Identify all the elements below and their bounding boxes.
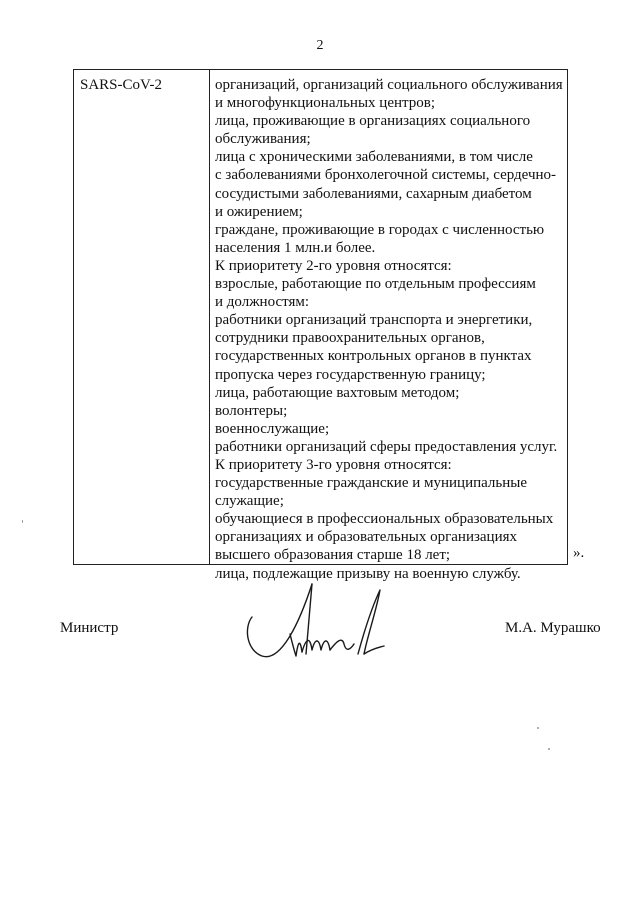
table-text-line: лица, подлежащие призыву на военную службу. bbox=[215, 565, 521, 582]
table-text-line: взрослые, работающие по отдельным профессиям bbox=[215, 276, 536, 293]
table-text-line: и ожирением; bbox=[215, 203, 303, 220]
table-text-line: лица, работающие вахтовым методом; bbox=[215, 384, 460, 401]
scan-speck bbox=[548, 748, 550, 750]
table-text-line: служащие; bbox=[215, 493, 284, 510]
table-text-line: и должностям: bbox=[215, 294, 310, 311]
table-text-line: военнослужащие; bbox=[215, 420, 330, 437]
table-text-line: государственные гражданские и муниципальные bbox=[215, 475, 528, 492]
table-left-cell: SARS-CoV-2 bbox=[80, 77, 162, 93]
table-text-line: и многофункциональных центров; bbox=[215, 95, 435, 112]
table-text-line: организаций, организаций социального обслуживания bbox=[215, 77, 563, 93]
table-text-line: волонтеры; bbox=[215, 402, 288, 419]
table-text-line: К приоритету 3-го уровня относятся: bbox=[215, 456, 452, 473]
column-divider bbox=[209, 70, 210, 564]
table-text-line: организациях и образовательных организациях bbox=[215, 529, 518, 546]
table-text-line: лица, проживающие в организациях социального bbox=[215, 113, 531, 130]
table-text-line: с заболеваниями бронхолегочной системы, сердечно- bbox=[215, 167, 557, 184]
table-text-line: работники организаций транспорта и энергетики, bbox=[215, 312, 533, 329]
table-text-line: сосудистыми заболеваниями, сахарным диабетом bbox=[215, 185, 532, 202]
table-text-line: обслуживания; bbox=[215, 131, 311, 148]
scan-speck bbox=[22, 520, 23, 523]
table-text-line: государственных контрольных органов в пунктах bbox=[215, 348, 532, 365]
priority-table bbox=[73, 69, 568, 582]
table-text-line: высшего образования старше 18 лет; bbox=[215, 547, 451, 564]
table-text-line: пропуска через государственную границу; bbox=[215, 366, 486, 383]
table-text-line: обучающиеся в профессиональных образовательных bbox=[215, 511, 554, 528]
table-text-line: сотрудники правоохранительных органов, bbox=[215, 330, 485, 347]
signer-name: М.А. Мурашко bbox=[505, 620, 601, 636]
closing-quote: ». bbox=[573, 545, 585, 561]
handwritten-signature bbox=[240, 572, 390, 672]
scan-speck bbox=[537, 727, 539, 729]
table-text-line: граждане, проживающие в городах с численностью bbox=[215, 221, 545, 238]
table-text-line: К приоритету 2-го уровня относятся: bbox=[215, 257, 452, 274]
table-text-line: работники организаций сферы предоставления услуг. bbox=[215, 438, 558, 455]
signer-title: Министр bbox=[60, 620, 119, 636]
page-number: 2 bbox=[316, 38, 324, 53]
table-text-line: лица с хроническими заболеваниями, в том числе bbox=[215, 149, 533, 166]
table-text-line: населения 1 млн.и более. bbox=[215, 239, 376, 256]
table-right-cell bbox=[215, 76, 563, 583]
